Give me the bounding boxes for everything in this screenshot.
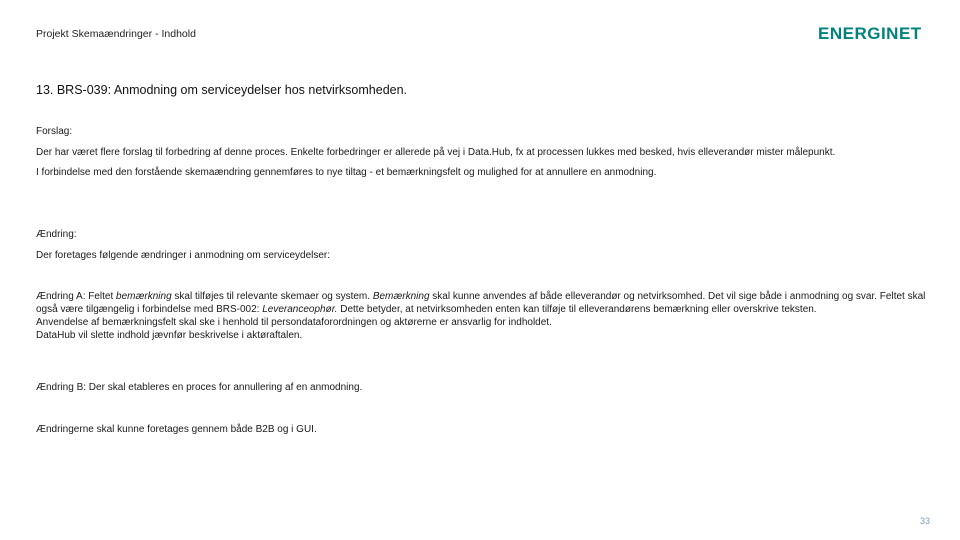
aendring-a-paragraph xyxy=(36,290,926,342)
aendring-closing: Ændringerne skal kunne foretages gennem både B2B og i GUI. xyxy=(36,424,317,435)
aendring-a-italic-3: Leveranceophør. xyxy=(262,304,338,315)
aendring-a-line-2: Anvendelse af bemærkningsfelt skal ske i henhold til persondataforordningen og aktørerne er ansvarlig for indholdet. xyxy=(36,317,552,328)
aendring-a-text-4: Dette betyder, at netvirksomheden enten kan tilføje til elleverandørens bemærkning eller overskrive teksten. xyxy=(337,304,817,315)
aendring-label: Ændring: xyxy=(36,229,77,240)
energinet-logo xyxy=(818,24,922,44)
section-heading: 13. BRS-039: Anmodning om serviceydelser hos netvirksomheden. xyxy=(36,83,408,97)
header-title: Projekt Skemaændringer - Indhold xyxy=(36,28,196,40)
forslag-line-2: I forbindelse med den forstående skemaændring gennemføres to nye tiltag - et bemærkningsfelt og mulighed for at annullere en anmodning. xyxy=(36,167,657,178)
aendring-a-text-1: Ændring A: Feltet xyxy=(36,291,117,302)
logo-text: ENERGINET xyxy=(818,24,922,43)
aendring-a-line-3: DataHub vil slette indhold jævnfør beskrivelse i aktøraftalen. xyxy=(36,330,303,341)
aendring-a-text-2: skal tilføjes til relevante skemaer og system. xyxy=(171,291,373,302)
forslag-line-1: Der har været flere forslag til forbedring af denne proces. Enkelte forbedringer er allerede på vej i Data.Hub, fx at processen lukkes med besked, hvis elleverandør mister målepunkt. xyxy=(36,147,836,158)
aendring-a-italic-1: bemærkning xyxy=(116,291,172,302)
aendring-a-text-3: skal kunne anvendes af både elleverandør og netvirksomhed. Det vil sige både i anmodning og svar. Feltet skal også være tilgængelig i forbindelse med BRS-002: xyxy=(36,291,926,315)
forslag-label: Forslag: xyxy=(36,126,73,137)
aendring-b-paragraph: Ændring B: Der skal etableres en proces for annullering af en anmodning. xyxy=(36,382,363,393)
aendring-a-italic-2: Bemærkning xyxy=(372,291,430,302)
aendring-intro: Der foretages følgende ændringer i anmodning om serviceydelser: xyxy=(36,250,331,261)
page-number: 33 xyxy=(919,516,930,526)
